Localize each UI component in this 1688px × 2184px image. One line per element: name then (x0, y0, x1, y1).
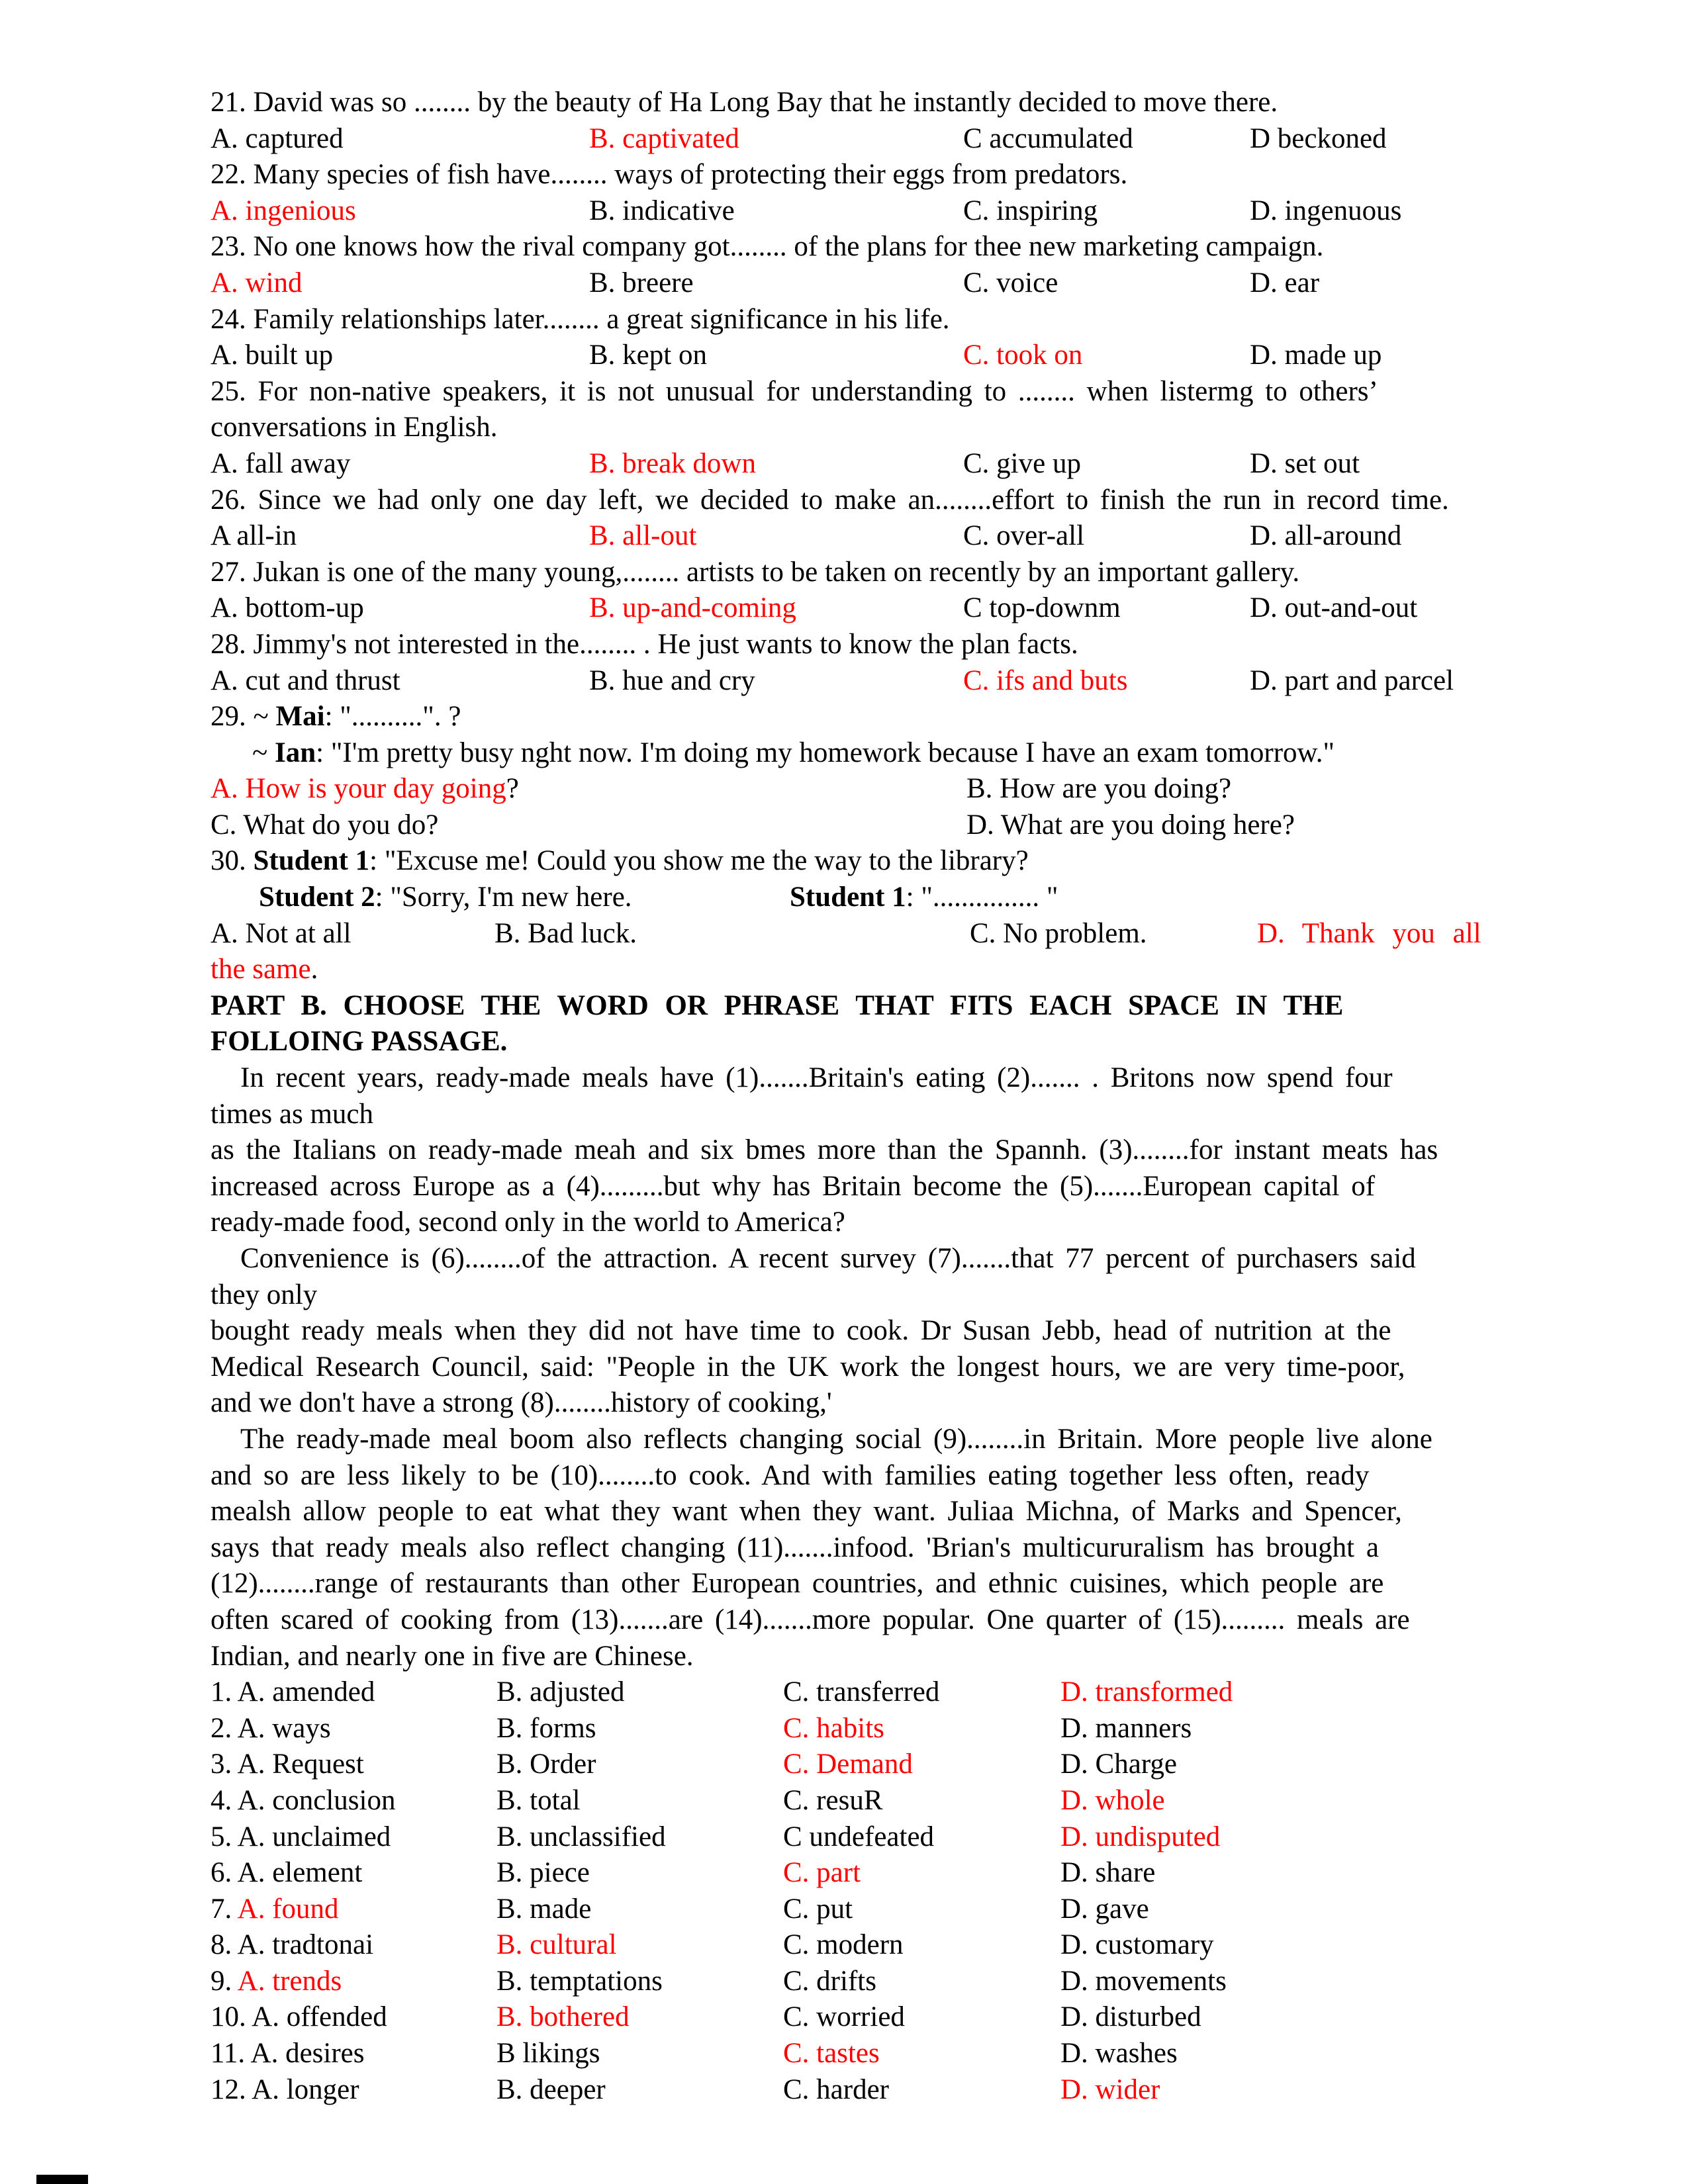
item-2-option-a (211, 1711, 496, 1747)
item-7-number: 7. (211, 1893, 232, 1925)
item-4-option-c: C. resuR (783, 1784, 883, 1816)
q22-prompt: 22. Many species of fish have........ ways of protecting their eggs from predators. (211, 159, 1128, 191)
q26-options-row (211, 518, 1496, 555)
item-5-number: 5. (211, 1821, 232, 1852)
passage-line-8: bought ready meals when they did not have time to cook. Dr Susan Jebb, head of nutrition at the (211, 1315, 1391, 1347)
item-3-option-a-text: A. Request (237, 1749, 364, 1780)
q30-speaker-student1-reply: Student 1 (790, 882, 906, 913)
q30-speaker-student1: Student 1 (253, 845, 370, 877)
cloze-item-10 (211, 1999, 1496, 2036)
item-5-option-d: D. undisputed (1060, 1821, 1221, 1852)
cloze-item-2 (211, 1711, 1496, 1747)
item-8-number: 8. (211, 1929, 232, 1961)
item-11-option-a-text: A. desires (250, 2038, 365, 2070)
item-4-option-a-text: A. conclusion (237, 1784, 396, 1816)
cloze-item-8 (211, 1927, 1496, 1964)
cloze-item-12 (211, 2072, 1496, 2109)
item-10-option-a-text: A. offended (252, 2001, 387, 2033)
q21-option-b: B. captivated (589, 122, 739, 154)
q24-option-b: B. kept on (589, 340, 707, 371)
passage-line-3: as the Italians on ready-made meah and six bmes more than the Spannh. (3)........for instant meats has (211, 1134, 1438, 1166)
item-10-option-d: D. disturbed (1060, 2001, 1201, 2033)
item-10-number: 10. (211, 2001, 246, 2033)
q21-prompt: 21. David was so ........ by the beauty of Ha Long Bay that he instantly decided to move there. (211, 87, 1278, 118)
item-4-option-b: B. total (496, 1784, 581, 1816)
item-6-number: 6. (211, 1857, 232, 1889)
item-6-option-d: D. share (1060, 1857, 1156, 1889)
q22-option-c: C. inspiring (963, 195, 1098, 226)
cloze-item-6 (211, 1855, 1496, 1891)
passage-line-9: Medical Research Council, said: "People in the UK work the longest hours, we are very time-poor, (211, 1351, 1405, 1383)
cloze-item-3 (211, 1747, 1496, 1783)
q22-options-row (211, 193, 1496, 230)
q25-option-a: A. fall away (211, 447, 351, 479)
q30-option-a: A. Not at all (211, 917, 352, 949)
item-11-option-c: C. tastes (783, 2038, 880, 2070)
q29-option-b: B. How are you doing? (966, 773, 1232, 805)
passage-line-11: The ready-made meal boom also reflects changing social (9)........in Britain. More people live alone (240, 1423, 1432, 1455)
item-9-option-b: B. temptations (496, 1965, 663, 1997)
q30-student2-part (259, 880, 790, 916)
q26-option-d: D. all-around (1250, 520, 1402, 552)
item-5-option-a (211, 1819, 496, 1856)
item-12-option-d: D. wider (1060, 2073, 1160, 2105)
q24-prompt: 24. Family relationships later........ a great significance in his life. (211, 303, 950, 335)
cloze-item-9 (211, 1964, 1496, 2000)
item-7-option-c: C. put (783, 1893, 853, 1925)
q28-option-b: B. hue and cry (589, 664, 755, 696)
cloze-item-7 (211, 1891, 1496, 1928)
item-10-option-c: C. worried (783, 2001, 905, 2033)
item-1-number: 1. (211, 1676, 232, 1708)
q21-options-row (211, 121, 1496, 158)
q27-options-row (211, 590, 1496, 627)
passage-line-16: often scared of cooking from (13).......are (14).......more popular. One quarter of (15)......... meals are (211, 1604, 1410, 1635)
q21-option-a: A. captured (211, 122, 344, 154)
q29-ian-pre: ~ (252, 737, 275, 768)
cloze-item-4 (211, 1783, 1496, 1819)
item-9-option-a (211, 1964, 496, 2000)
cloze-item-1 (211, 1674, 1496, 1711)
q23-option-c: C. voice (963, 267, 1058, 298)
item-3-option-a (211, 1747, 496, 1783)
item-2-option-c: C. habits (783, 1712, 884, 1744)
passage-line-12: and so are less likely to be (10)........to cook. And with families eating together less often, ready (211, 1459, 1370, 1491)
q30-options-row (211, 916, 1496, 952)
q30-student1-text: : "Excuse me! Could you show me the way to the library? (369, 845, 1029, 877)
q28-option-a: A. cut and thrust (211, 664, 400, 696)
q29-option-a-text: A. How is your day going (211, 773, 506, 805)
q29-option-a (211, 771, 966, 807)
item-7-option-b: B. made (496, 1893, 592, 1925)
q26-option-b: B. all-out (589, 520, 697, 552)
passage-line-15: (12)........range of restaurants than other European countries, and ethnic cuisines, which people are (211, 1568, 1384, 1600)
item-1-option-d: D. transformed (1060, 1676, 1233, 1708)
q25-prompt-line-2: conversations in English. (211, 412, 498, 443)
q28-option-c: C. ifs and buts (963, 664, 1128, 696)
item-6-option-b: B. piece (496, 1857, 590, 1889)
item-2-option-d: D. manners (1060, 1712, 1192, 1744)
q29-option-a-suffix: ? (506, 773, 519, 805)
q29-dialogue-mai (211, 699, 1496, 735)
q28-option-d: D. part and parcel (1250, 664, 1454, 696)
q25-option-d: D. set out (1250, 447, 1360, 479)
q30-option-c: C. No problem. (970, 917, 1147, 949)
item-8-option-a (211, 1927, 496, 1964)
item-9-option-c: C. drifts (783, 1965, 876, 1997)
q25-prompt-line-1: 25. For non-native speakers, it is not unusual for understanding to ........ when listermg to others’ (211, 375, 1378, 407)
item-2-number: 2. (211, 1712, 232, 1744)
q29-dialogue-ian (211, 735, 1496, 772)
passage-line-7: they only (211, 1279, 318, 1310)
q23-prompt: 23. No one knows how the rival company got........ of the plans for thee new marketing campaign. (211, 231, 1324, 263)
q29-speaker-ian: Ian (275, 737, 316, 768)
q25-option-b: B. break down (589, 447, 756, 479)
item-4-number: 4. (211, 1784, 232, 1816)
passage-line-6: Convenience is (6)........of the attraction. A recent survey (7).......that 77 percent of purchasers said (240, 1243, 1416, 1274)
item-3-number: 3. (211, 1749, 232, 1780)
item-12-option-a-text: A. longer (252, 2073, 359, 2105)
item-8-option-b: B. cultural (496, 1929, 617, 1961)
item-7-option-d: D. gave (1060, 1893, 1149, 1925)
q21-option-c: C accumulated (963, 122, 1133, 154)
item-10-option-b: B. bothered (496, 2001, 630, 2033)
item-5-option-a-text: A. unclaimed (237, 1821, 391, 1852)
item-5-option-b: B. unclassified (496, 1821, 666, 1852)
item-9-option-d: D. movements (1060, 1965, 1227, 1997)
item-10-option-a (211, 1999, 496, 2036)
item-12-option-c: C. harder (783, 2073, 889, 2105)
item-1-option-a (211, 1674, 496, 1711)
q27-option-b: B. up-and-coming (589, 592, 796, 624)
item-8-option-a-text: A. tradtonai (237, 1929, 374, 1961)
item-4-option-d: D. whole (1060, 1784, 1165, 1816)
q26-prompt: 26. Since we had only one day left, we decided to make an........effort to finish the run in record time. (211, 484, 1449, 516)
passage-line-14: says that ready meals also reflect changing (11).......infood. 'Brian's multicururalism has brought a (211, 1531, 1379, 1563)
item-1-option-b: B. adjusted (496, 1676, 625, 1708)
q29-options-row-1 (211, 771, 1496, 807)
item-1-option-a-text: A. amended (237, 1676, 375, 1708)
q27-prompt: 27. Jukan is one of the many young,........ artists to be taken on recently by an important gallery. (211, 556, 1300, 588)
q27-option-a: A. bottom-up (211, 592, 364, 624)
item-12-option-b: B. deeper (496, 2073, 606, 2105)
q29-number: 29. ~ (211, 701, 276, 733)
item-4-option-a (211, 1783, 496, 1819)
q30-dialogue-line-1 (211, 843, 1496, 880)
q24-option-d: D. made up (1250, 340, 1382, 371)
item-9-option-a-text: A. trends (237, 1965, 342, 1997)
item-1-option-c: C. transferred (783, 1676, 940, 1708)
item-12-option-a (211, 2072, 496, 2109)
item-11-option-d: D. washes (1060, 2038, 1178, 2070)
cloze-item-5 (211, 1819, 1496, 1856)
passage-line-4: increased across Europe as a (4).........but why has Britain become the (5).......European capital of (211, 1170, 1376, 1202)
q30-dialogue-line-2 (211, 880, 1496, 916)
q30-answer-continuation (211, 952, 1496, 988)
item-3-option-c: C. Demand (783, 1749, 913, 1780)
q23-option-b: B. breere (589, 267, 694, 298)
item-7-option-a-text: A. found (237, 1893, 339, 1925)
item-11-option-a (211, 2036, 496, 2072)
q30-option-b: B. Bad luck. (494, 917, 637, 949)
passage-line-5: ready-made food, second only in the world to America? (211, 1206, 845, 1238)
q30-number: 30. (211, 845, 254, 877)
q24-option-a: A. built up (211, 340, 334, 371)
q26-option-c: C. over-all (963, 520, 1085, 552)
q28-options-row (211, 663, 1496, 700)
q27-option-d: D. out-and-out (1250, 592, 1418, 624)
passage-line-1: In recent years, ready-made meals have (1).......Britain's eating (2)....... . Britons now spend four (240, 1062, 1393, 1094)
passage-line-10: and we don't have a strong (8)........history of cooking,' (211, 1387, 832, 1419)
q30-option-d: D. Thank you all (1257, 917, 1481, 949)
passage-line-13: mealsh allow people to eat what they want when they want. Juliaa Michna, of Marks and Spencer, (211, 1496, 1402, 1527)
item-2-option-b: B. forms (496, 1712, 596, 1744)
q29-options-row-2 (211, 807, 1496, 844)
item-8-option-d: D. customary (1060, 1929, 1214, 1961)
item-6-option-a (211, 1855, 496, 1891)
cloze-item-11 (211, 2036, 1496, 2072)
item-8-option-c: C. modern (783, 1929, 904, 1961)
q30-student1-reply-part (790, 880, 1496, 916)
q28-prompt: 28. Jimmy's not interested in the........ . He just wants to know the plan facts. (211, 628, 1078, 660)
item-5-option-c: C undefeated (783, 1821, 935, 1852)
q22-option-a: A. ingenious (211, 195, 356, 226)
q30-student1-reply-text: : "............... " (906, 882, 1058, 913)
passage-line-2: times as much (211, 1098, 374, 1130)
q30-speaker-student2: Student 2 (259, 882, 375, 913)
item-6-option-c: C. part (783, 1857, 861, 1889)
q23-option-a: A. wind (211, 267, 303, 298)
scan-artifact-mark (36, 2175, 88, 2184)
q23-options-row (211, 265, 1496, 302)
q24-option-c: C. took on (963, 340, 1083, 371)
q27-option-c: C top-downm (963, 592, 1121, 624)
item-9-number: 9. (211, 1965, 232, 1997)
part-b-heading-line-2: FOLLOING PASSAGE. (211, 1026, 508, 1058)
passage-line-17: Indian, and nearly one in five are Chinese. (211, 1640, 694, 1672)
q30-continuation-text: the same (211, 954, 311, 985)
item-12-number: 12. (211, 2073, 246, 2105)
q25-option-c: C. give up (963, 447, 1081, 479)
item-6-option-a-text: A. element (237, 1857, 363, 1889)
q29-mai-text: : "..........". ? (324, 701, 461, 733)
q30-student2-text: : "Sorry, I'm new here. (375, 882, 632, 913)
q29-speaker-mai: Mai (275, 701, 325, 733)
q29-ian-text: : "I'm pretty busy nght now. I'm doing my homework because I have an exam tomorrow." (316, 737, 1335, 768)
item-11-option-b: B likings (496, 2038, 600, 2070)
q22-option-d: D. ingenuous (1250, 195, 1402, 226)
part-b-heading-line-1: PART B. CHOOSE THE WORD OR PHRASE THAT FITS EACH SPACE IN THE (211, 989, 1344, 1021)
item-3-option-b: B. Order (496, 1749, 596, 1780)
q22-option-b: B. indicative (589, 195, 735, 226)
item-7-option-a (211, 1891, 496, 1928)
q29-option-c: C. What do you do? (211, 809, 439, 841)
item-3-option-d: D. Charge (1060, 1749, 1177, 1780)
q30-continuation-period: . (310, 954, 318, 985)
q26-option-a: A all-in (211, 520, 297, 552)
q25-options-row (211, 446, 1496, 482)
item-2-option-a-text: A. ways (237, 1712, 331, 1744)
item-11-number: 11. (211, 2038, 246, 2070)
q29-option-d: D. What are you doing here? (966, 809, 1295, 841)
q21-option-d: D beckoned (1250, 122, 1387, 154)
q24-options-row (211, 338, 1496, 374)
q23-option-d: D. ear (1250, 267, 1320, 298)
